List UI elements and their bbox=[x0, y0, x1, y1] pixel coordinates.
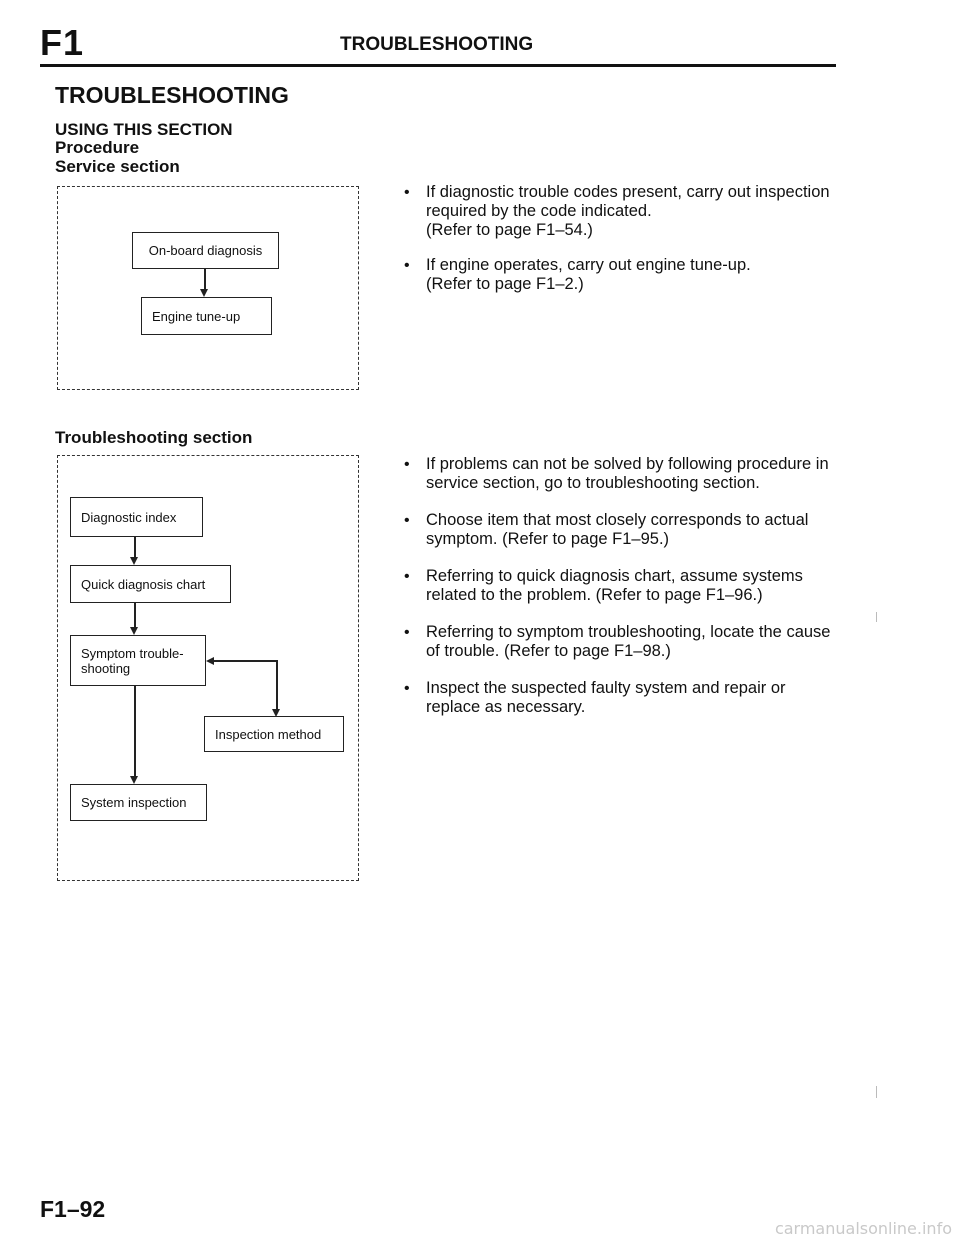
flow-box-quick-diagnosis-chart: Quick diagnosis chart bbox=[70, 565, 231, 603]
subhead-troubleshooting-section: Troubleshooting section bbox=[55, 428, 253, 447]
arrow-down-icon bbox=[200, 289, 208, 297]
list-item: • Referring to symptom troubleshooting, locate the cause of trouble. (Refer to page F1–98.) bbox=[400, 623, 840, 661]
page-title: TROUBLESHOOTING bbox=[55, 82, 289, 108]
flow-box-onboard-diagnosis: On-board diagnosis bbox=[132, 232, 279, 269]
list-item: • Referring to quick diagnosis chart, assume systems related to the problem. (Refer to page F1–96.) bbox=[400, 567, 840, 605]
list-item: • Inspect the suspected faulty system and repair or replace as necessary. bbox=[400, 679, 840, 717]
subhead-procedure: Procedure bbox=[55, 138, 140, 157]
arrow-down-icon bbox=[130, 776, 138, 784]
troubleshooting-notes bbox=[400, 455, 840, 717]
list-item: • If problems can not be solved by following procedure in service section, go to troubleshooting section. bbox=[400, 455, 840, 493]
page-number: F1–92 bbox=[40, 1196, 106, 1222]
service-flow-frame bbox=[57, 186, 359, 390]
subhead-using-section: USING THIS SECTION bbox=[55, 120, 233, 139]
flow-box-diagnostic-index: Diagnostic index bbox=[70, 497, 203, 537]
arrow-left-icon bbox=[206, 657, 214, 665]
scan-mark bbox=[876, 1086, 877, 1098]
flow-connector bbox=[214, 660, 277, 662]
list-item: • If diagnostic trouble codes present, carry out inspection required by the code indicated. (Refer to page F1–54.) bbox=[400, 183, 840, 240]
header-rule bbox=[40, 64, 836, 67]
section-code: F1 bbox=[40, 22, 85, 63]
subhead-service-section: Service section bbox=[55, 157, 180, 176]
flow-connector bbox=[204, 269, 206, 289]
flow-box-engine-tune-up: Engine tune-up bbox=[141, 297, 272, 335]
list-item: • If engine operates, carry out engine tune-up. (Refer to page F1–2.) bbox=[400, 256, 840, 294]
arrow-down-icon bbox=[130, 627, 138, 635]
flow-connector bbox=[134, 686, 136, 776]
flow-box-system-inspection: System inspection bbox=[70, 784, 207, 821]
flow-box-inspection-method: Inspection method bbox=[204, 716, 344, 752]
flow-connector bbox=[134, 603, 136, 627]
list-item: • Choose item that most closely corresponds to actual symptom. (Refer to page F1–95.) bbox=[400, 511, 840, 549]
flow-box-symptom-troubleshooting: Symptom trouble- shooting bbox=[70, 635, 206, 686]
arrow-down-icon bbox=[130, 557, 138, 565]
header-title: TROUBLESHOOTING bbox=[340, 34, 534, 55]
flow-connector bbox=[134, 537, 136, 557]
watermark: carmanualsonline.info bbox=[774, 1219, 952, 1238]
service-notes bbox=[400, 183, 840, 294]
flow-connector bbox=[276, 660, 278, 709]
scan-mark bbox=[876, 612, 877, 622]
